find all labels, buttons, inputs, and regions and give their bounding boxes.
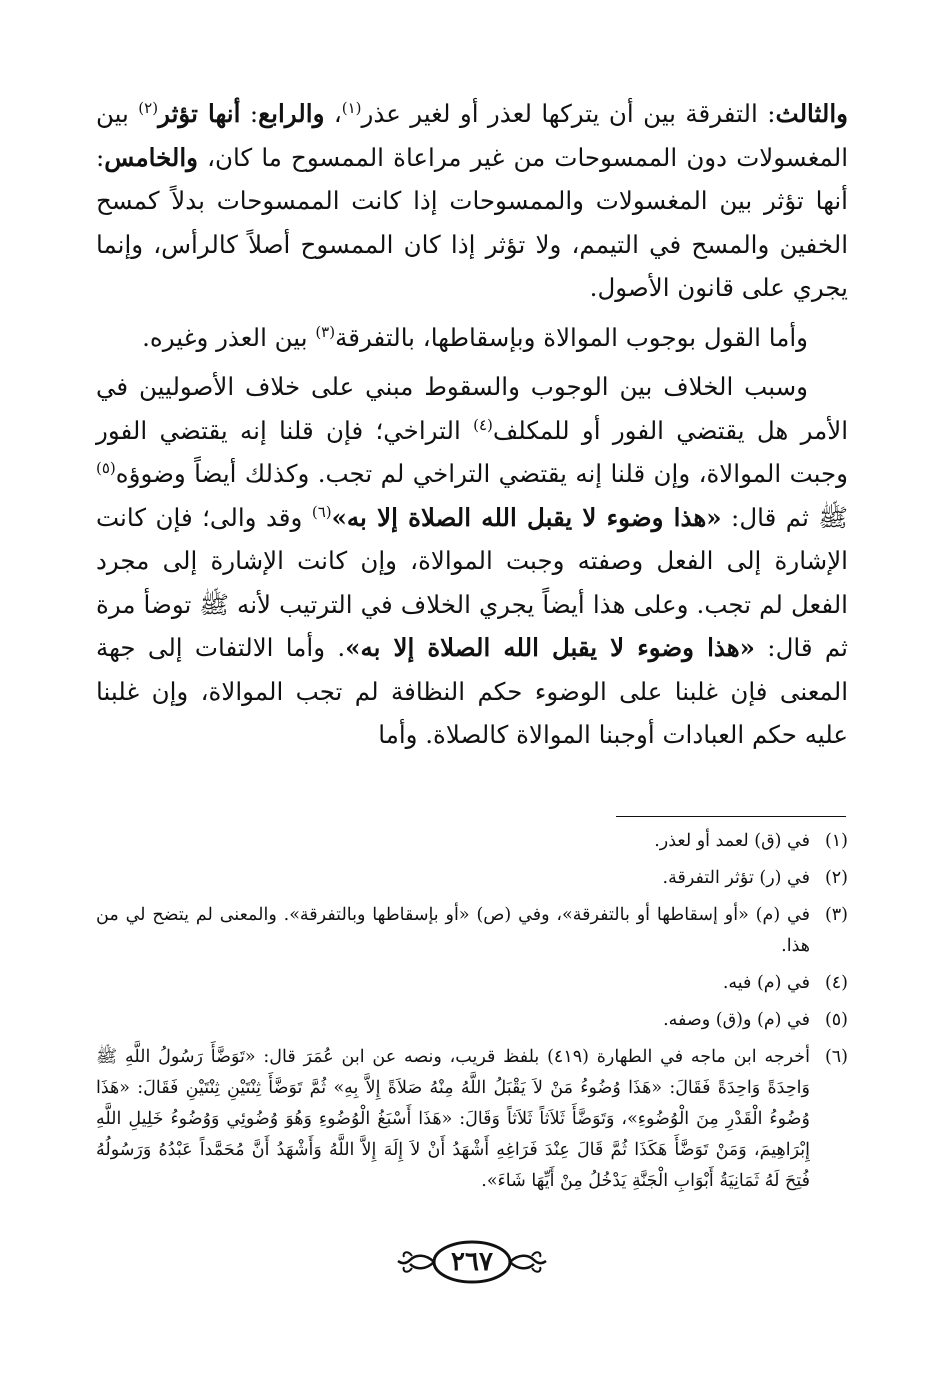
text-run: : bbox=[240, 99, 259, 128]
footnote-number: (٣) bbox=[824, 905, 848, 925]
hadith-quote: «هذا وضوء لا يقبل الله الصلاة إلا به» bbox=[345, 633, 755, 662]
footnote-ref-6: (٦) bbox=[311, 502, 332, 521]
text-run: أنها تؤثر bbox=[158, 99, 241, 128]
footnote bbox=[96, 968, 848, 999]
footnote-text: في (ر) تؤثر التفرقة. bbox=[662, 868, 810, 888]
text-run: ﷺ ثم قال: bbox=[721, 502, 848, 532]
text-run: وأما القول بوجوب الموالاة وبإسقاطها، بالتفرقة bbox=[335, 322, 808, 352]
text-run: : التفرقة بين أن يتركها لعذر أو لغير عذر bbox=[361, 99, 776, 128]
footnote-text: في (م) فيه. bbox=[722, 973, 810, 993]
footnote bbox=[96, 900, 848, 962]
text-run: وسبب الخلاف بين الوجوب والسقوط مبني على خلاف الأصوليين في الأمر هل يقتضي الفور أو للمكلف bbox=[96, 372, 849, 445]
paragraph-3 bbox=[96, 365, 848, 757]
footnote-text: في (م) و(ق) وصفه. bbox=[663, 1010, 810, 1030]
footnote-text: في (ق) لعمد أو لعذر. bbox=[654, 831, 810, 851]
page-number-ornament bbox=[396, 1236, 548, 1288]
paragraph-1 bbox=[96, 92, 848, 310]
main-text bbox=[96, 92, 848, 757]
footnote-number: (٤) bbox=[824, 973, 848, 993]
footnote-number: (٢) bbox=[824, 868, 848, 888]
footnote-text: أخرجه ابن ماجه في الطهارة (٤١٩) بلفظ قريب، ونصه عن ابن عُمَرَ قال: «تَوَضَّأَ رَسُولُ اللَّهِ ﷺ وَاحِدَةً وَاحِدَةً فَقَالَ: «هَذَا وُضُوءُ مَنْ لاَ يَقْبَلُ اللَّهُ مِنْهُ صَلاَةً إِلاَّ بِهِ» ثُمَّ تَوَضَّأَ ثِنْتَيْنِ ثِنْتَيْنِ فَقَالَ: «هَذَا وُضُوءُ الْقَدْرِ مِنَ الْوُضُوءِ»، وَتَوَضَّأَ ثَلاَثاً ثَلاَثاً وَقَالَ: «هَذَا أَسْبَغُ الْوُضُوءِ وَهُوَ وُضُوئِي وَوُضُوءُ خَلِيلِ اللَّهِ إِبْرَاهِيمَ، وَمَنْ تَوَضَّأَ هَكَذَا ثُمَّ قَالَ عِنْدَ فَرَاغِهِ أَشْهَدُ أَنْ لاَ إِلَهَ إِلاَّ اللَّهُ وَأَشْهَدُ أَنَّ مُحَمَّداً عَبْدُهُ وَرَسُولُهُ فُتِحَ لَهُ ثَمَانِيَةُ أَبْوَابِ الْجَنَّةِ يَدْخُلُ مِنْ أَيِّهَا شَاءَ». bbox=[96, 1047, 810, 1191]
footnote-ref-3: (٣) bbox=[315, 322, 336, 341]
text-run: وقد والى؛ فإن كانت الإشارة إلى الفعل وصفته وجبت الموالاة، وإن كانت الإشارة إلى مجرد الفعل لم تجب. وعلى هذا أيضاً يجري الخلاف في الترتيب لأنه ﷺ توضأ مرة ثم قال: bbox=[96, 502, 848, 662]
footnote bbox=[96, 1005, 848, 1036]
footnote-separator bbox=[616, 816, 846, 817]
paragraph-2 bbox=[96, 316, 848, 360]
text-run: ، bbox=[324, 99, 342, 128]
footnote bbox=[96, 826, 848, 857]
text-run: بين العذر وغيره. bbox=[142, 322, 316, 352]
footnote bbox=[96, 1042, 848, 1197]
footnote-ref-2: (٢) bbox=[138, 98, 159, 117]
term-fourth: والرابع bbox=[258, 99, 325, 128]
footnote-number: (١) bbox=[824, 831, 848, 851]
text-run: بين المغسولات دون الممسوحات من غير مراعاة الممسوح ما كان، bbox=[96, 99, 848, 172]
hadith-quote: «هذا وضوء لا يقبل الله الصلاة إلا به» bbox=[331, 502, 722, 532]
text-run: التراخي؛ فإن قلنا إنه يقتضي الفور وجبت الموالاة، وإن قلنا إنه يقتضي التراخي لم تجب. وكذلك أيضاً وضوؤه bbox=[96, 415, 848, 488]
footnotes bbox=[96, 826, 848, 1203]
footnote-ref-5: (٥) bbox=[96, 458, 116, 477]
footnote-number: (٥) bbox=[824, 1010, 848, 1030]
footnote bbox=[96, 863, 848, 894]
term-third: والثالث bbox=[775, 99, 848, 128]
footnote-number: (٦) bbox=[824, 1047, 848, 1067]
footnote-ref-4: (٤) bbox=[473, 415, 493, 434]
footnote-text: في (م) «أو إسقاطها أو بالتفرقة»، وفي (ص) «أو بإسقاطها وبالتفرقة». والمعنى لم يتضح لي من هذا. bbox=[96, 905, 810, 956]
term-fifth: والخامس bbox=[104, 142, 199, 172]
page-number: ٢٦٧ bbox=[451, 1247, 493, 1277]
footnote-ref-1: (١) bbox=[341, 98, 362, 117]
text-run: . وأما الالتفات إلى جهة المعنى فإن غلبنا على الوضوء حكم النظافة لم تجب الموالاة، وإن غلبنا عليه حكم العبادات أوجبنا الموالاة كالصلاة. وأما bbox=[96, 633, 848, 749]
text-run: : أنها تؤثر بين المغسولات والممسوحات إذا كانت الممسوحات بدلاً كمسح الخفين والمسح في التيمم، ولا تؤثر إذا كان الممسوح أصلاً كالرأس، وإنما يجري على قانون الأصول. bbox=[96, 142, 848, 302]
